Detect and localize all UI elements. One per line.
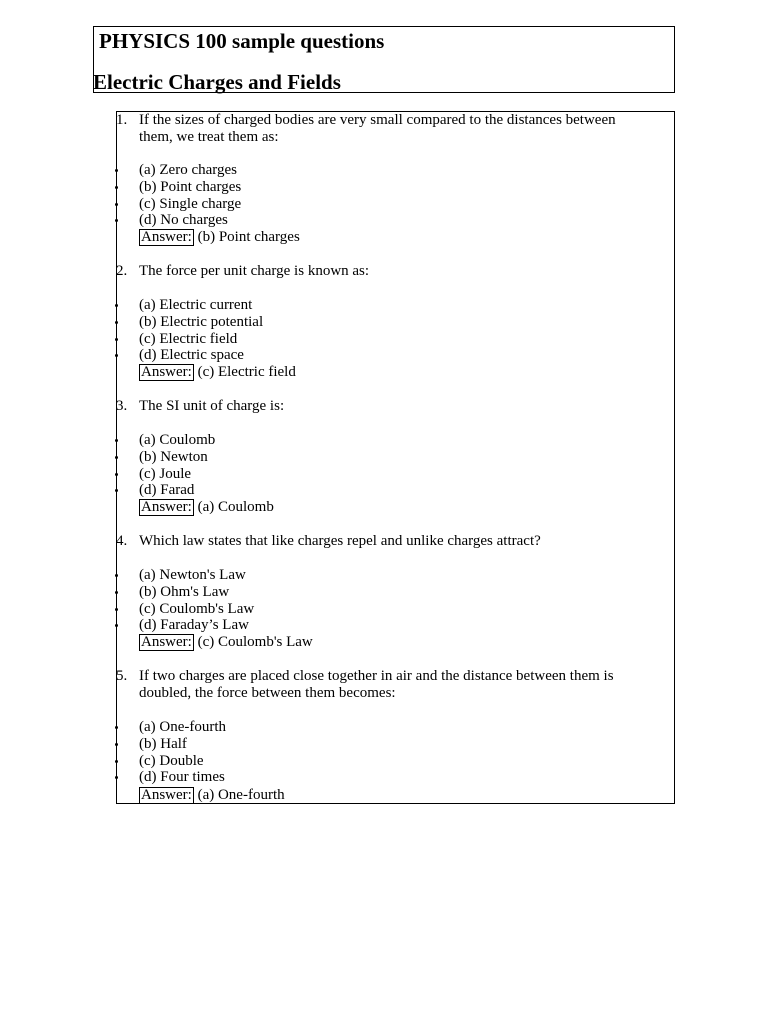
bullet-icon [115,338,118,341]
answer-label: Answer: [141,634,192,650]
answer-line [139,634,313,651]
answer-text: (b) Point charges [197,229,300,245]
question-text: The SI unit of charge is: [139,398,285,414]
answer-text: (c) Coulomb's Law [197,634,313,650]
answer-line [139,787,285,804]
option-text: (d) Faraday’s Law [139,617,249,634]
answer-line [139,364,296,381]
question-number: 2. [116,263,128,279]
option-text: (d) No charges [139,212,228,229]
bullet-icon [115,591,118,594]
option-text: (c) Double [139,752,204,769]
option-text: (d) Four times [139,769,225,786]
option-text: (b) Half [139,735,187,752]
option-text: (a) One-fourth [139,719,227,735]
option-text: (c) Single charge [139,195,242,212]
option-text: (b) Electric potential [139,313,264,330]
option-text: (c) Coulomb's Law [139,600,255,617]
bullet-icon [115,186,118,189]
bullet-icon [115,219,118,222]
bullet-icon [115,304,118,307]
question-text: The force per unit charge is known as: [139,263,370,279]
bullet-icon [115,608,118,611]
option-text: (b) Newton [139,448,208,465]
questions-list [116,111,675,804]
bullet-icon [115,574,118,577]
answer-text: (a) Coulomb [197,499,274,515]
bullet-icon [115,203,118,206]
bullet-icon [115,489,118,492]
bullet-icon [115,321,118,324]
question-number: 1. [116,112,128,128]
bullet-icon [115,456,118,459]
bullet-icon [115,439,118,442]
option-text: (d) Farad [139,482,195,499]
answer-line [139,229,300,246]
bullet-icon [115,473,118,476]
option-text: (a) Electric current [139,297,253,313]
bullet-icon [115,726,118,729]
bullet-icon [115,743,118,746]
answer-label: Answer: [141,364,192,380]
bullet-icon [115,354,118,357]
option-text: (a) Zero charges [139,162,237,178]
question-number: 5. [116,668,128,684]
option-text: (c) Electric field [139,330,238,347]
bullet-icon [115,624,118,627]
answer-label: Answer: [141,499,192,515]
page-title: PHYSICS 100 sample questions [99,29,385,53]
question-text: Which law states that like charges repel and unlike charges attract? [139,533,541,549]
bullet-icon [115,760,118,763]
header-box [93,26,675,93]
answer-line [139,499,274,516]
page-subtitle: Electric Charges and Fields [93,70,341,94]
option-text: (c) Joule [139,465,192,482]
bullet-icon [115,776,118,779]
option-text: (a) Coulomb [139,432,216,448]
option-text: (b) Ohm's Law [139,583,230,600]
option-text: (d) Electric space [139,347,244,364]
question-number: 3. [116,398,128,414]
answer-text: (a) One-fourth [197,787,285,803]
option-text: (b) Point charges [139,178,242,195]
bullet-icon [115,169,118,172]
question-text: If two charges are placed close together in air and the distance between them is doubled, the force between them becomes: [139,668,614,701]
answer-label: Answer: [141,787,192,803]
answer-text: (c) Electric field [197,364,296,380]
answer-label: Answer: [141,229,192,245]
question-text: If the sizes of charged bodies are very small compared to the distances between them, we treat them as: [139,112,616,145]
option-text: (a) Newton's Law [139,567,246,583]
question-number: 4. [116,533,128,549]
